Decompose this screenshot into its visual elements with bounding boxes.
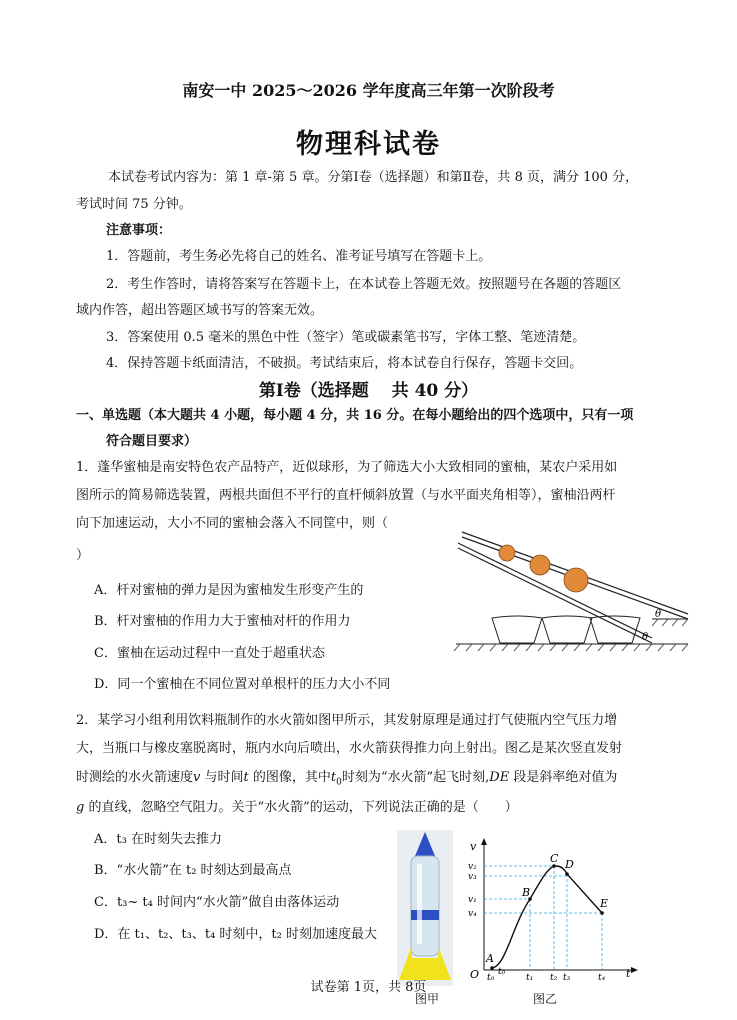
t0-tick-label: t₀: [487, 973, 495, 980]
water-rocket-figure: [397, 830, 453, 986]
t3-tick-label: t₃: [563, 973, 571, 980]
t-axis-arrow: [631, 967, 638, 973]
q2-l3-t0: t: [330, 770, 337, 785]
v2-tick-label: v₂: [468, 862, 477, 872]
t-axis-label: t: [626, 967, 631, 980]
point-d-label: D: [565, 858, 574, 871]
note-4: 4．保持答题卡纸面清洁，不破损。考试结束后，将本试卷自行保存，答题卡交回。: [106, 356, 583, 371]
q2-l3-e: 段是斜率绝对值为: [509, 770, 618, 785]
pomelo-large: [564, 568, 588, 592]
q1-stem-line-1: 1．蓬华蜜柚是南安特色农产品特产，近似球形，为了筛选大小大致相同的蜜柚，某农户采用如: [76, 460, 618, 475]
bottle-highlight: [417, 864, 422, 944]
q2-l3-a: 时测绘的水火箭速度: [76, 770, 194, 785]
q2-option-b: B．“水火箭”在 t₂ 时刻达到最高点: [94, 863, 292, 878]
q2-stem-line-3: [76, 770, 617, 791]
rocket-bottle: [411, 856, 439, 956]
note-2-line-2: 域内作答，超出答题区域书写的答案无效。: [76, 303, 324, 318]
t2-tick-label: t₂: [550, 973, 558, 980]
section-instruction-line-2: 符合题目要求）: [106, 434, 198, 449]
note-1: 1．答题前，考生务必先将自己的姓名、准考证号填写在答题卡上。: [106, 249, 492, 264]
angle-label-upper: θ: [655, 609, 662, 620]
t4-tick-label: t₄: [598, 973, 606, 980]
figure-b-caption: 图乙: [533, 992, 558, 1006]
q2-l3-de: DE: [489, 770, 510, 785]
point-a-label: A: [486, 952, 494, 965]
q2-l3-t: t: [243, 770, 249, 785]
point-b-label: B: [522, 886, 531, 899]
q2-option-a: A．t₃ 在时刻失去推力: [94, 832, 222, 847]
note-2-line-1: 2．考生作答时，请将答案写在答题卡上，在本试卷上答题无效。按照题号在各题的答题区: [106, 277, 622, 292]
q2-l4-g: g: [76, 800, 85, 815]
basket-2: [542, 616, 592, 643]
q2-l3-d: 时刻为“水火箭”起飞时刻,: [341, 770, 490, 785]
pomelo-small: [499, 545, 515, 561]
q2-option-d: D．在 t₁、t₂、t₃、t₄ 时刻中，t₂ 时刻加速度最大: [94, 927, 377, 942]
upper-support-hatch: [652, 619, 688, 626]
ground-hatch: [454, 644, 688, 651]
q1-option-a: A．杆对蜜柚的弹力是因为蜜柚发生形变产生的: [94, 583, 364, 598]
page-number: 试卷第 1页，共 8页: [310, 980, 427, 995]
section-instruction-line-1: 一、单选题（本大题共 4 小题，每小题 4 分，共 16 分。在每小题给出的四个选项中，只有一项: [76, 408, 634, 423]
rocket-band: [411, 910, 439, 920]
q2-option-c: C．t₃~ t₄ 时间内“水火箭”做自由落体运动: [94, 895, 340, 910]
school-title: 南安一中 2025～2026 学年度高三年第一次阶段考: [182, 81, 555, 100]
v3-tick-label: v₃: [468, 872, 477, 882]
point-d-dot: [565, 872, 569, 876]
t1-tick-label: t₁: [526, 973, 534, 980]
t0-tick-label-2: t₀: [498, 967, 506, 977]
q2-stem-line-1: 2．某学习小组利用饮料瓶制作的水火箭如图甲所示，其发射原理是通过打气使瓶内空气压力增: [76, 713, 618, 728]
origin-label: O: [470, 968, 480, 980]
q1-figure-sieve: [452, 522, 692, 654]
q2-l3-c: 的图像，其中: [248, 770, 331, 785]
q2-stem-line-2: 大，当瓶口与橡皮塞脱离时，瓶内水向后喷出，水火箭获得推力向上射出。图乙是某次竖直发射: [76, 741, 623, 756]
v1-tick-label: v₁: [468, 895, 477, 905]
point-c-label: C: [550, 852, 559, 865]
v-t-graph: [462, 836, 642, 980]
q2-l3-b: 与时间: [200, 770, 244, 785]
notes-title: 注意事项：: [106, 223, 172, 238]
q1-option-b: B．杆对蜜柚的作用力大于蜜柚对杆的作用力: [94, 614, 351, 629]
q2-l3-v: v: [193, 770, 201, 785]
q2-l3-t0-sub: 0: [336, 777, 342, 788]
v-axis-arrow: [481, 838, 487, 845]
q1-stem-line-3: 向下加速运动，大小不同的蜜柚会落入不同筐中，则（: [76, 516, 389, 531]
note-3: 3．答案使用 0.5 毫米的黑色中性（签字）笔或碳素笔书写，字体工整、笔迹清楚。: [106, 330, 586, 345]
pomelo-medium: [530, 555, 550, 575]
angle-label-lower: θ: [642, 632, 649, 643]
section-title: 第Ⅰ卷（选择题 共 40 分）: [258, 381, 479, 401]
point-e-dot: [600, 911, 604, 915]
q1-stem-line-4: ）: [76, 548, 90, 563]
q2-stem-line-4: [76, 800, 518, 816]
guide-lines: [484, 866, 602, 970]
subject-title: 物理科试卷: [296, 129, 441, 160]
v-axis-label: v: [470, 840, 477, 853]
point-a-dot: [490, 966, 494, 970]
figure-a-caption: 图甲: [415, 992, 440, 1006]
q1-stem-line-2: 图所示的简易筛选装置，两根共面但不平行的直杆倾斜放置（与水平面夹角相等），蜜柚沿两杆: [76, 488, 616, 503]
basket-1: [492, 616, 542, 643]
q1-option-d: D．同一个蜜柚在不同位置对单根杆的压力大小不同: [94, 677, 391, 692]
intro-line-1: 本试卷考试内容为：第 1 章-第 5 章。分第Ⅰ卷（选择题）和第Ⅱ卷，共 8 页，满分 100 分，: [108, 170, 639, 185]
v4-tick-label: v₄: [468, 909, 477, 919]
point-e-label: E: [600, 897, 609, 910]
velocity-curve: [492, 866, 602, 968]
intro-line-2: 考试时间 75 分钟。: [76, 197, 192, 212]
q1-option-c: C．蜜柚在运动过程中一直处于超重状态: [94, 646, 325, 661]
q2-l4-text: 的直线，忽略空气阻力。关于“水火箭”的运动，下列说法正确的是（ ）: [84, 800, 518, 815]
